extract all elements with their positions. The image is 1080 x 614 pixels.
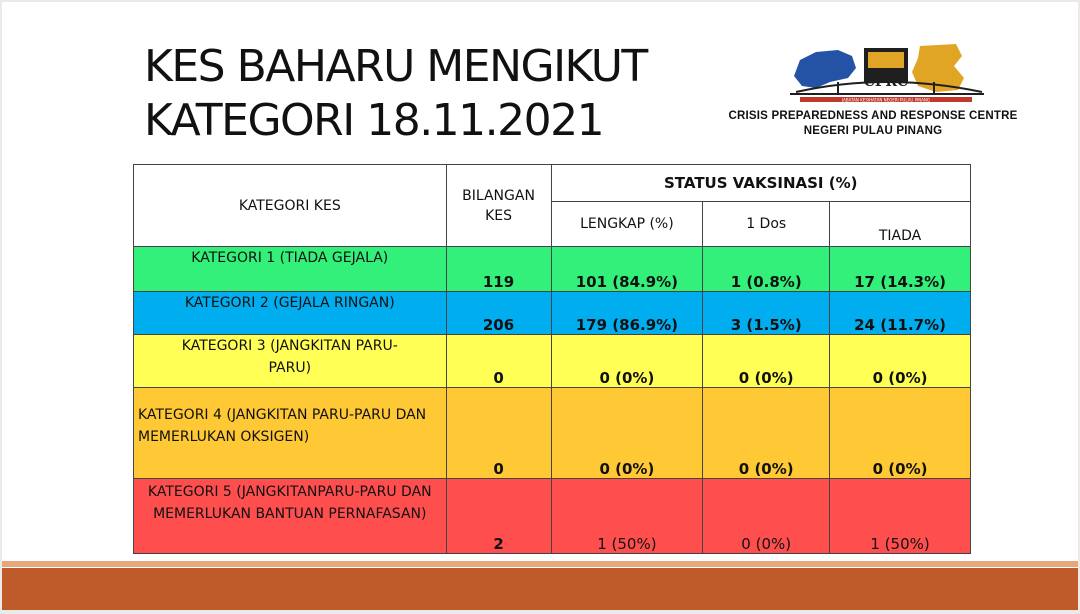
row-kategori: KATEGORI 3 (JANGKITAN PARU-PARU) xyxy=(134,335,447,388)
logo-caption: JABATAN KESIHATAN NEGERI PULAU PINANG xyxy=(842,97,930,103)
row-lengkap: 0 (0%) xyxy=(551,335,703,388)
row-1-dos: 0 (0%) xyxy=(703,479,830,554)
row-1-dos: 0 (0%) xyxy=(703,388,830,479)
row-bilangan: 2 xyxy=(446,479,551,554)
org-line-2: NEGERI PULAU PINANG xyxy=(803,125,943,137)
header-status-vaksinasi: STATUS VAKSINASI (%) xyxy=(551,165,971,202)
cprc-logo xyxy=(786,42,986,104)
footer-bar xyxy=(2,568,1078,610)
table-row xyxy=(134,388,971,479)
org-name xyxy=(700,109,1046,139)
row-kategori: KATEGORI 4 (JANGKITAN PARU-PARU DAN MEMERLUKAN OKSIGEN) xyxy=(134,388,447,479)
table-row xyxy=(134,292,971,335)
row-tiada: 0 (0%) xyxy=(830,335,971,388)
org-line-1: CRISIS PREPAREDNESS AND RESPONSE CENTRE xyxy=(728,110,1018,122)
row-tiada: 0 (0%) xyxy=(830,388,971,479)
row-tiada: 17 (14.3%) xyxy=(830,247,971,292)
row-tiada: 1 (50%) xyxy=(830,479,971,554)
header-lengkap: LENGKAP (%) xyxy=(551,202,703,247)
row-bilangan: 206 xyxy=(446,292,551,335)
row-kategori: KATEGORI 1 (TIADA GEJALA) xyxy=(134,247,447,292)
footer-divider xyxy=(2,561,1078,567)
row-bilangan: 0 xyxy=(446,388,551,479)
row-1-dos: 0 (0%) xyxy=(703,335,830,388)
table-row xyxy=(134,335,971,388)
logo-text: CPRC xyxy=(863,74,909,90)
row-1-dos: 3 (1.5%) xyxy=(703,292,830,335)
row-lengkap: 0 (0%) xyxy=(551,388,703,479)
row-bilangan: 0 xyxy=(446,335,551,388)
row-bilangan: 119 xyxy=(446,247,551,292)
table-row xyxy=(134,247,971,292)
title-line-2: KATEGORI 18.11.2021 xyxy=(144,95,604,146)
header-bilangan: BILANGAN KES xyxy=(446,165,551,247)
case-category-table xyxy=(133,164,971,554)
title-line-1: KES BAHARU MENGIKUT xyxy=(144,41,647,92)
row-lengkap: 101 (84.9%) xyxy=(551,247,703,292)
header-tiada: TIADA xyxy=(830,202,971,247)
header-kategori: KATEGORI KES xyxy=(134,165,447,247)
row-lengkap: 1 (50%) xyxy=(551,479,703,554)
table-row xyxy=(134,479,971,554)
row-1-dos: 1 (0.8%) xyxy=(703,247,830,292)
row-kategori: KATEGORI 5 (JANGKITANPARU-PARU DAN MEMERLUKAN BANTUAN PERNAFASAN) xyxy=(134,479,447,554)
row-kategori: KATEGORI 2 (GEJALA RINGAN) xyxy=(134,292,447,335)
slide-title xyxy=(144,40,647,148)
row-tiada: 24 (11.7%) xyxy=(830,292,971,335)
row-lengkap: 179 (86.9%) xyxy=(551,292,703,335)
header-1-dos: 1 Dos xyxy=(703,202,830,247)
